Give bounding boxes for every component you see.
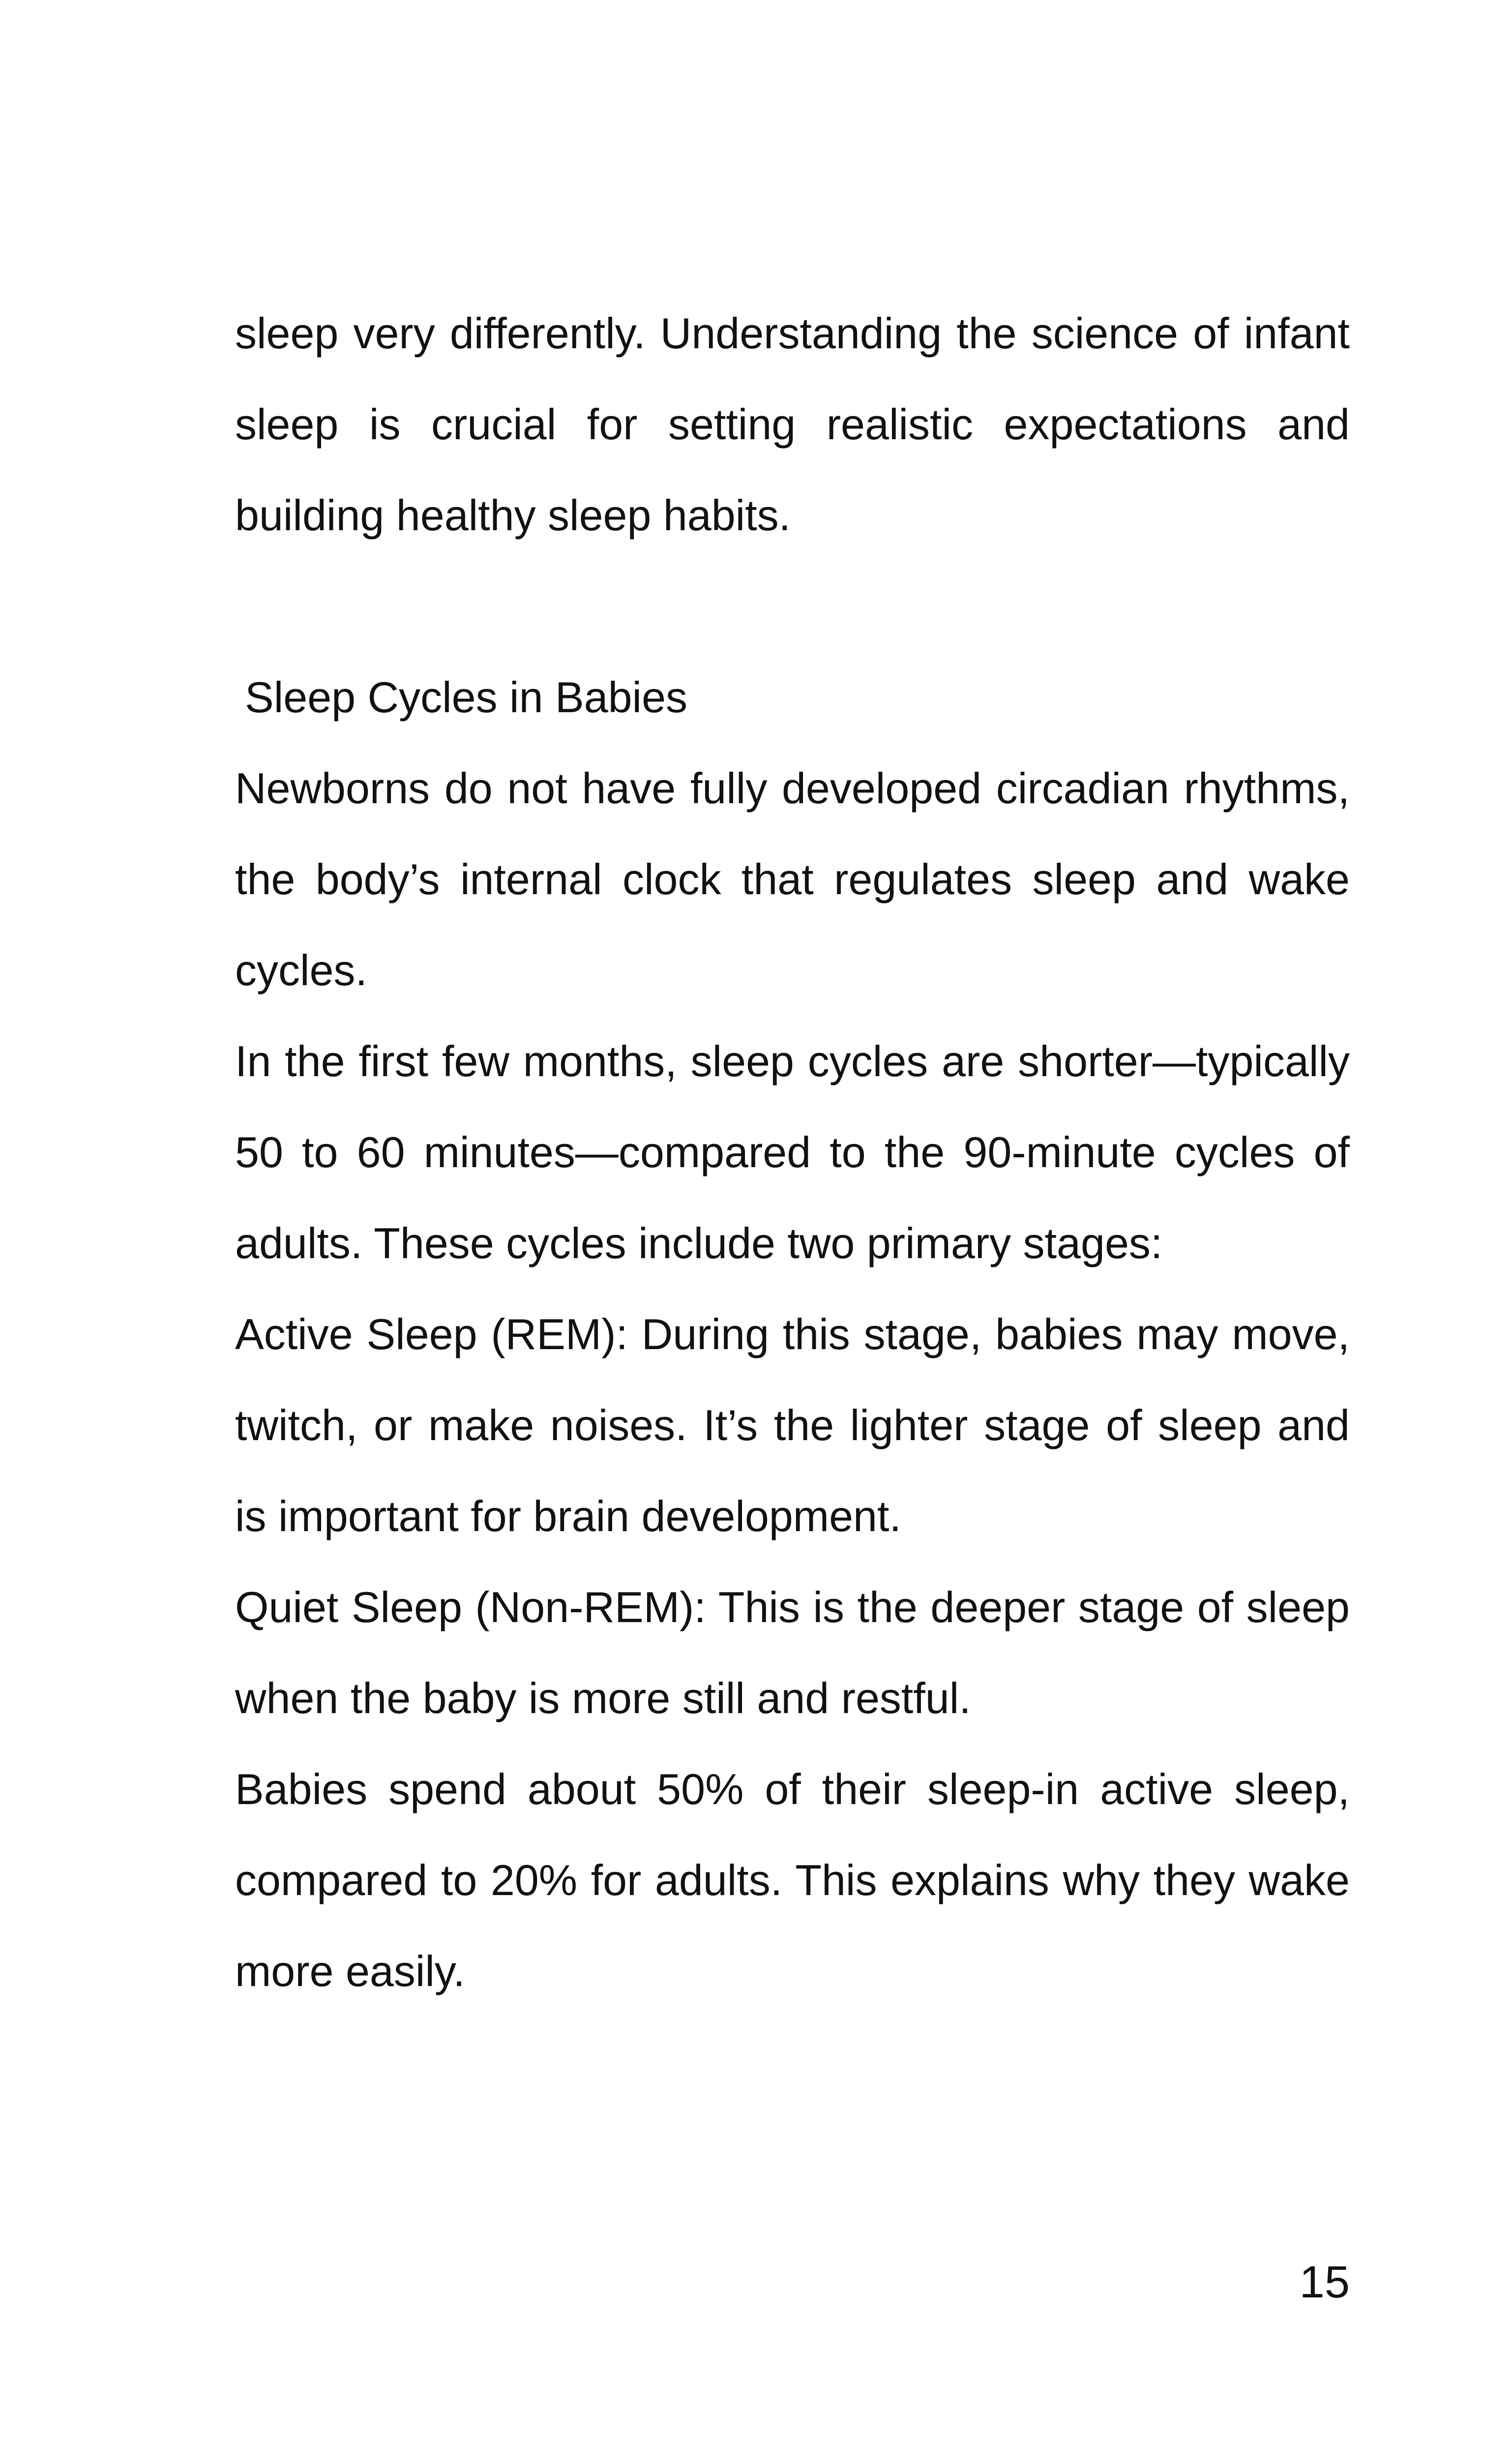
- intro-paragraph: sleep very differently. Understanding the science of infant sleep is crucial for setting realistic expectations and building healthy sleep habits.: [235, 309, 1350, 540]
- paragraph-circadian: Newborns do not have fully developed circadian rhythms, the body’s internal clock that regulates sleep and wake cycles.: [235, 764, 1350, 995]
- page-number: 15: [1299, 2257, 1350, 2307]
- paragraph-cycle-length: In the first few months, sleep cycles are shorter—typically 50 to 60 minutes—compared to the 90-minute cycles of adults. These cycles include two primary stages:: [235, 1037, 1350, 1267]
- paragraph-sleep-percentage: Babies spend about 50% of their sleep-in active sleep, compared to 20% for adults. This explains why they wake more easily.: [235, 1765, 1350, 1995]
- section-heading: Sleep Cycles in Babies: [245, 673, 688, 722]
- paragraph-active-sleep: Active Sleep (REM): During this stage, babies may move, twitch, or make noises. It’s the lighter stage of sleep and is important for brain development.: [235, 1310, 1350, 1540]
- paragraph-quiet-sleep: Quiet Sleep (Non-REM): This is the deeper stage of sleep when the baby is more still and restful.: [235, 1583, 1350, 1722]
- body-text: [235, 288, 1350, 2017]
